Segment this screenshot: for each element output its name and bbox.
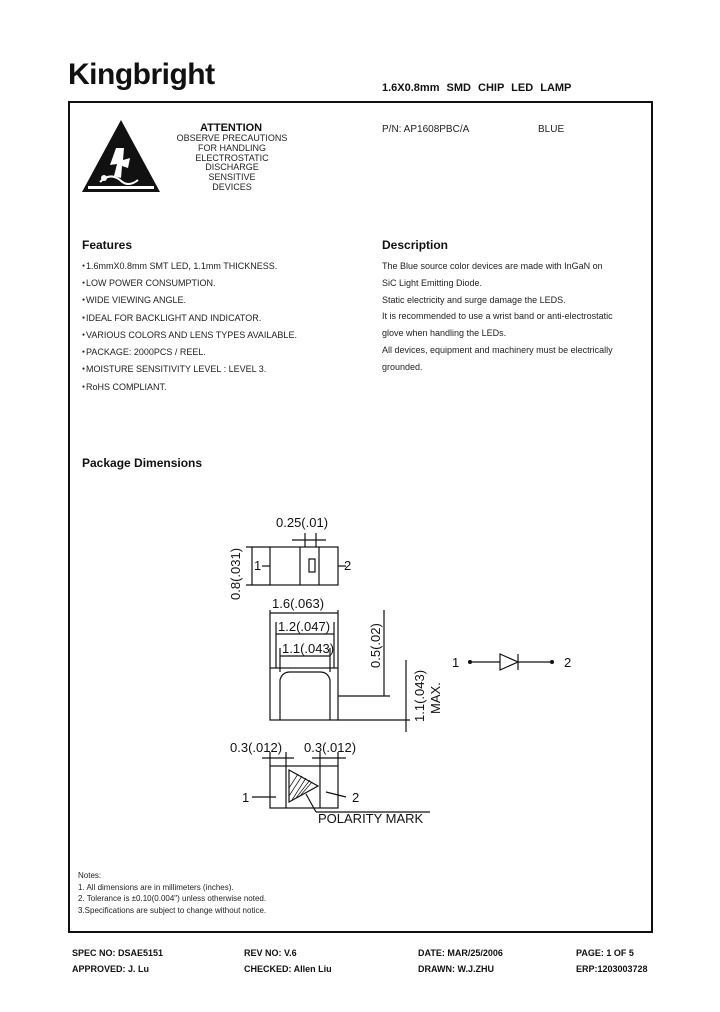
- footer-spec-no: SPEC NO: DSAE5151: [72, 948, 164, 958]
- attention-line: ELECTROSTATIC: [195, 152, 269, 163]
- bottom-pin2-label: 2: [352, 790, 360, 805]
- feature-item: ● RoHS COMPLIANT.: [82, 379, 297, 396]
- dim-lens-top: 1.2(.047): [278, 619, 331, 634]
- anode-dot: [468, 660, 472, 664]
- feature-item: ● MOISTURE SENSITIVITY LEVEL : LEVEL 3.: [82, 361, 297, 378]
- description-line: The Blue source color devices are made with InGaN on: [382, 261, 603, 271]
- feature-item: ● PACKAGE: 2000PCS / REEL.: [82, 344, 297, 361]
- dim-pad-left: 0.3(.012): [230, 740, 283, 755]
- part-number: P/N: AP1608PBC/A: [382, 124, 470, 135]
- feature-item: ● 1.6mmX0.8mm SMT LED, 1.1mm THICKNESS.: [82, 258, 297, 275]
- package-heading: Package Dimensions: [82, 456, 203, 470]
- polarity-triangle: [289, 770, 318, 802]
- dim-length: 1.6(.063): [272, 596, 325, 611]
- esd-warning-icon: [80, 118, 162, 194]
- cathode-dot: [550, 660, 554, 664]
- document-title: 1.6X0.8mm SMD CHIP LED LAMP: [382, 82, 572, 94]
- footer-rev-no: REV NO: V.6: [244, 948, 297, 958]
- dim-pad-right: 0.3(.012): [304, 740, 357, 755]
- attention-line: FOR HANDLING: [197, 142, 266, 153]
- footer-erp: ERP:1203003728: [576, 964, 648, 974]
- top-view-body: [270, 547, 338, 585]
- attention-line: SENSITIVE: [208, 172, 256, 183]
- polarity-mark-label: POLARITY MARK: [318, 811, 424, 826]
- feature-item: ● WIDE VIEWING ANGLE.: [82, 292, 297, 309]
- dim-thickness: 1.1(.043): [412, 669, 427, 722]
- note-line: 2. Tolerance is ±0.10(0.004") unless otherwise noted.: [78, 894, 267, 903]
- footer-approved: APPROVED: J. Lu: [72, 964, 150, 974]
- footer-date: DATE: MAR/25/2006: [418, 948, 503, 958]
- description-line: All devices, equipment and machinery must be electrically: [382, 344, 613, 355]
- footer-checked: CHECKED: Allen Liu: [244, 964, 332, 974]
- feature-item: ● LOW POWER CONSUMPTION.: [82, 275, 297, 292]
- dim-top-height: 0.8(.031): [228, 547, 243, 600]
- attention-line: DISCHARGE: [205, 162, 259, 173]
- pin2-label: 2: [344, 558, 352, 573]
- notes-title: Notes:: [78, 871, 102, 880]
- note-line: 3.Specifications are subject to change without notice.: [78, 905, 267, 915]
- description-line: glove when handling the LEDs.: [382, 328, 507, 339]
- attention-title: ATTENTION: [200, 122, 263, 134]
- dim-top-width: 0.25(.01): [276, 515, 329, 530]
- attention-line: DEVICES: [212, 181, 252, 192]
- description-line: SiC Light Emitting Diode.: [382, 277, 483, 288]
- feature-item: ● IDEAL FOR BACKLIGHT AND INDICATOR.: [82, 310, 297, 327]
- pin1-label: 1: [254, 558, 262, 573]
- description-line: Static electricity and surge damage the LEDS.: [382, 294, 566, 305]
- description-line: It is recommended to use a wrist band or anti-electrostatic: [382, 311, 613, 322]
- description-text: [382, 258, 647, 376]
- bottom-pin1-label: 1: [242, 790, 250, 805]
- attention-line: OBSERVE PRECAUTIONS: [176, 133, 288, 143]
- features-list: [82, 258, 297, 396]
- note-line: 1. All dimensions are in millimeters (inches).: [78, 882, 234, 892]
- feature-item: ● VARIOUS COLORS AND LENS TYPES AVAILABLE.: [82, 327, 297, 344]
- dim-max: MAX.: [428, 682, 443, 714]
- diode-cathode-label: 2: [564, 655, 572, 670]
- footer-drawn: DRAWN: W.J.ZHU: [418, 964, 494, 974]
- features-heading: Features: [82, 238, 133, 252]
- dim-lens-height: 0.5(.02): [368, 623, 383, 668]
- part-color: BLUE: [538, 124, 565, 135]
- footer-page: PAGE: 1 OF 5: [576, 948, 634, 958]
- diode-anode-label: 1: [452, 655, 460, 670]
- description-line: grounded.: [382, 361, 423, 372]
- dim-lens-bottom: 1.1(.043): [282, 641, 335, 656]
- description-heading: Description: [382, 238, 449, 252]
- notes: [78, 870, 266, 916]
- package-drawing: [0, 500, 720, 840]
- brand-logo: Kingbright: [68, 58, 215, 91]
- attention-lines: [172, 134, 292, 193]
